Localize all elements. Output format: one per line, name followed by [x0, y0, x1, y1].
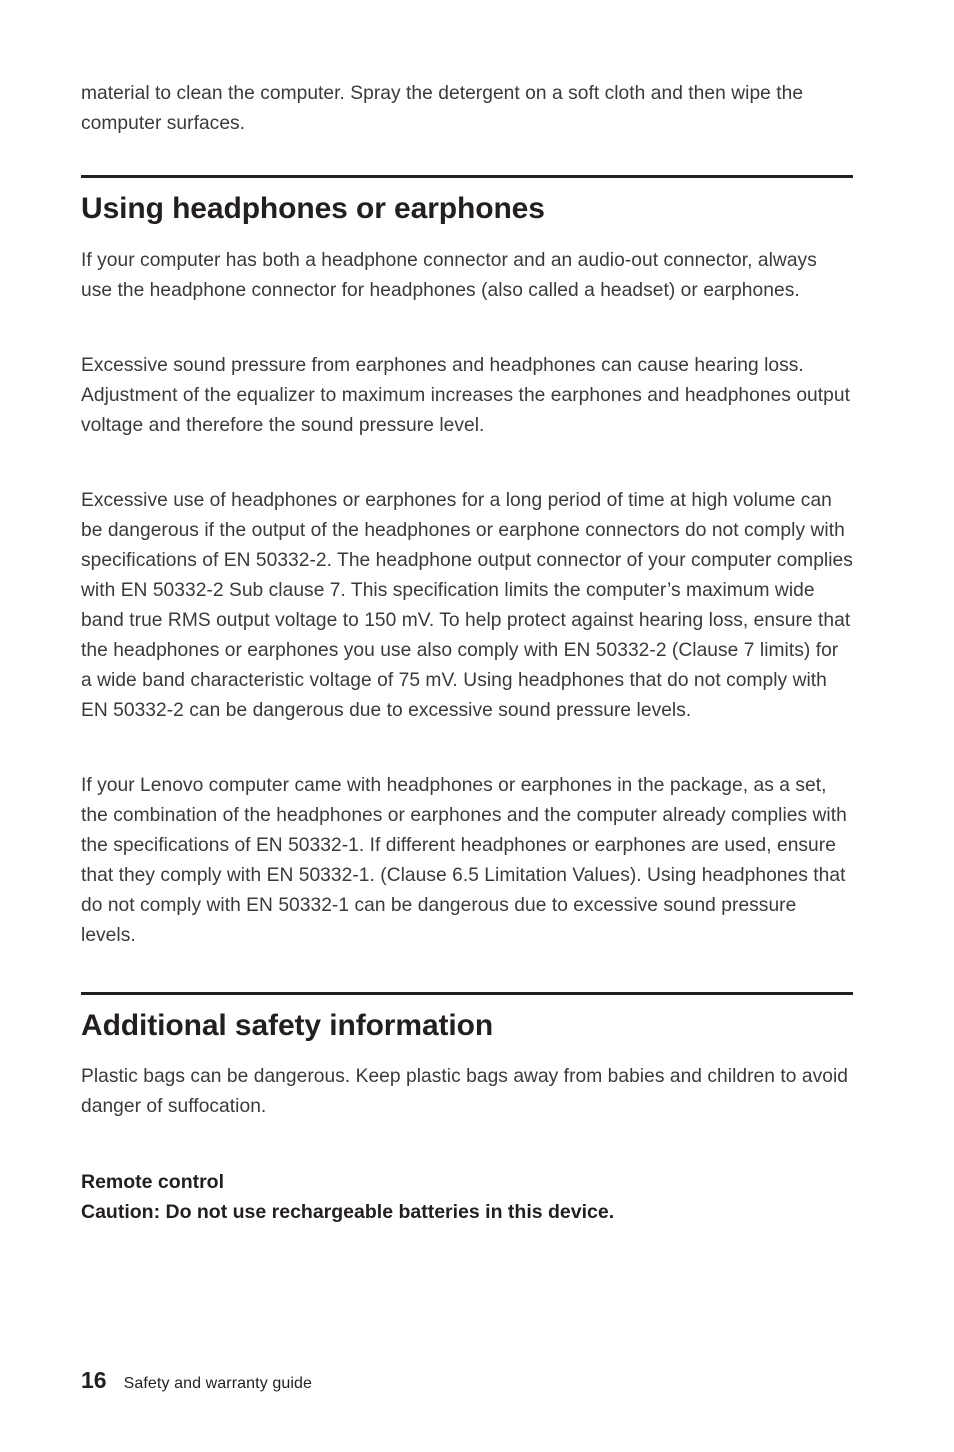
paragraph-spacer: [81, 726, 853, 771]
caution-rechargeable-batteries: Caution: Do not use rechargeable batteries in this device.: [81, 1201, 615, 1223]
footer-guide-title: Safety and warranty guide: [123, 1375, 312, 1392]
paragraph-spacer: [81, 306, 853, 351]
page-footer: [81, 1366, 853, 1398]
section-title-using-headphones: Using headphones or earphones: [81, 192, 545, 225]
paragraph-en50332-2: Excessive use of headphones or earphones for a long period of time at high volume can be dangerous if the output of the headphones or earphone connectors do not comply with specifications of EN 50332-2. The headphone output connector of your computer complies with EN 50332-2 Sub clause 7. This specification limits the computer’s maximum wide band true RMS output voltage to 150 mV. To help protect against hearing loss, ensure that the headphones or earphones you use also comply with EN 50332-2 (Clause 7 limits) for a wide band characteristic voltage of 75 mV. Using headphones that do not comply with EN 50332-2 can be dangerous due to excessive sound pressure levels.: [81, 490, 853, 721]
paragraph-en50332-1: If your Lenovo computer came with headphones or earphones in the package, as a set, the combination of the headphones or earphones and the computer already complies with the specifications of EN 50332-1. If different headphones or earphones are used, ensure that they comply with EN 50332-1. (Clause 6.5 Limitation Values). Using headphones that do not comply with EN 50332-1 can be dangerous due to excessive sound pressure levels.: [81, 775, 847, 946]
paragraph-block-headphones: [81, 228, 853, 951]
section-using-headphones: [81, 175, 853, 951]
paragraph-spacer: [81, 441, 853, 486]
subsection-title-remote-control: Remote control: [81, 1171, 225, 1193]
subsection-remote-control: [81, 1122, 853, 1227]
intro-paragraph-block: [81, 79, 853, 139]
footer-page-number: 16: [81, 1367, 107, 1393]
paragraph-headphone-connector: If your computer has both a headphone connector and an audio-out connector, always use the headphone connector for headphones (also called a headset) or earphones.: [81, 250, 817, 301]
paragraph-plastic-bags: Plastic bags can be dangerous. Keep plastic bags away from babies and children to avoid danger of suffocation.: [81, 1066, 848, 1117]
paragraph-sound-pressure: Excessive sound pressure from earphones and headphones can cause hearing loss. Adjustment of the equalizer to maximum increases the earphones and headphones output voltage and therefore the sound pressure level.: [81, 355, 850, 436]
section-title-additional-safety: Additional safety information: [81, 1009, 494, 1042]
section-additional-safety: [81, 992, 853, 1227]
paragraph-block-additional: [81, 1045, 853, 1122]
intro-paragraph: material to clean the computer. Spray the detergent on a soft cloth and then wipe the computer surfaces.: [81, 83, 804, 134]
